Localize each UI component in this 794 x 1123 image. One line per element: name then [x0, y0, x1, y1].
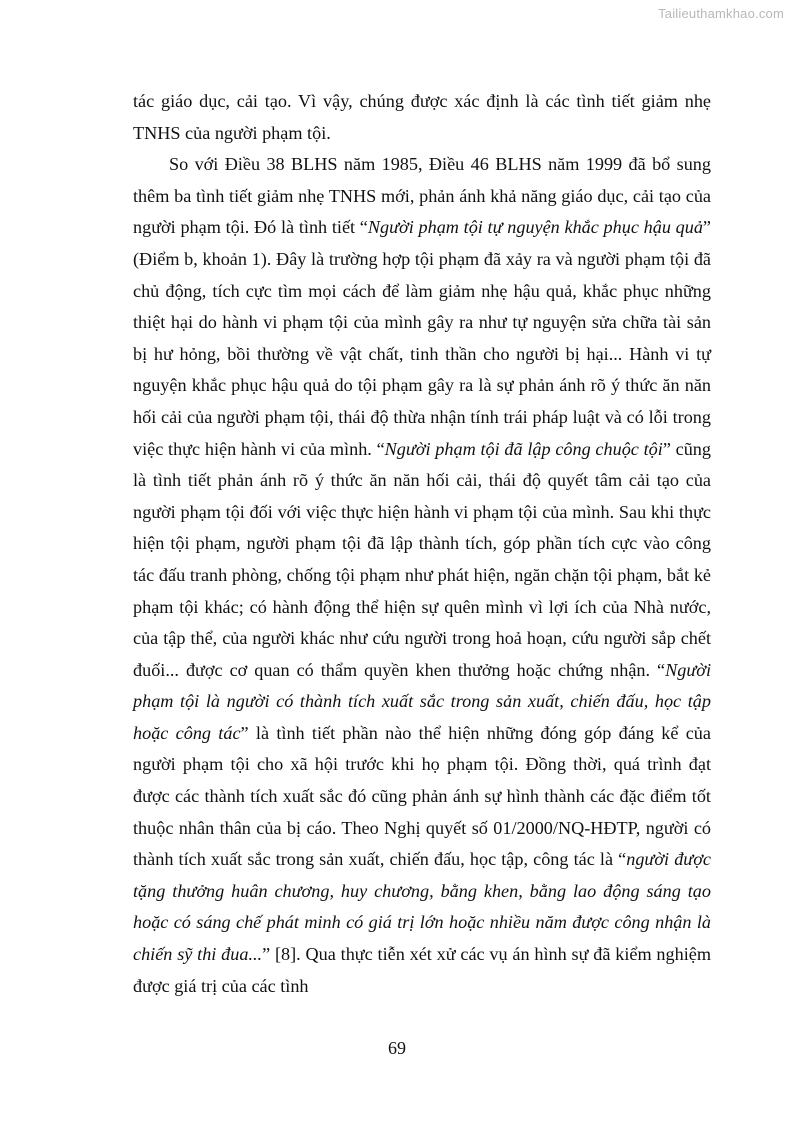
text-run: ” [8]. Qua thực tiễn xét xử các vụ án hình sự đã kiểm nghiệm được giá trị của các tình — [133, 944, 711, 996]
quote-italic-run: Người phạm tội đã lập công chuộc tội — [384, 438, 663, 459]
paragraph-main — [133, 149, 711, 1002]
text-run: ” (Điểm b, khoản 1). Đây là trường hợp tội phạm đã xảy ra và người phạm tội đã chủ động, tích cực tìm mọi cách để làm giảm nhẹ hậu quả, khắc phục những thiệt hại do hành vi phạm tội của mình gây ra như tự nguyện sửa chữa tài sản bị hư hỏng, bồi thường về vật chất, tinh thần cho người bị hại... Hành vi tự nguyện khắc phục hậu quả do tội phạm gây ra là sự phản ánh rõ ý thức ăn năn hối cải của người phạm tội, thái độ thừa nhận tính trái pháp luật và có lỗi trong việc thực hiện hành vi của mình. “ — [133, 217, 711, 459]
document-body — [133, 86, 711, 1002]
paragraph-continuation: tác giáo dục, cải tạo. Vì vậy, chúng được xác định là các tình tiết giảm nhẹ TNHS của người phạm tội. — [133, 91, 711, 143]
text-run: ” là tình tiết phần nào thể hiện những đóng góp đáng kể của người phạm tội cho xã hội trước khi họ phạm tội. Đồng thời, quá trình đạt được các thành tích xuất sắc đó cũng phản ánh sự hình thành các đặc điểm tốt thuộc nhân thân của bị cáo. Theo Nghị quyết số 01/2000/NQ-HĐTP, người có thành tích xuất sắc trong sản xuất, chiến đấu, học tập, công tác là “ — [133, 722, 711, 870]
text-run: ” cũng là tình tiết phản ánh rõ ý thức ăn năn hối cải, thái độ quyết tâm cải tạo của người phạm tội đối với việc thực hiện hành vi phạm tội của mình. Sau khi thực hiện tội phạm, người phạm tội đã lập thành tích, góp phần tích cực vào công tác đấu tranh phòng, chống tội phạm như phát hiện, ngăn chặn tội phạm, bắt kẻ phạm tội khác; có hành động thể hiện sự quên mình vì lợi ích của Nhà nước, của tập thể, của người khác như cứu người trong hoả hoạn, cứu người sắp chết đuối... được cơ quan có thẩm quyền khen thưởng hoặc chứng nhận. “ — [133, 438, 711, 680]
page-number: 69 — [388, 1038, 406, 1058]
text-run: So với Điều 38 BLHS năm 1985, Điều 46 BLHS năm 1999 đã bổ sung thêm ba tình tiết giảm nhẹ TNHS mới, phản ánh khả năng giáo dục, cải tạo của người phạm tội. Đó là tình tiết “ — [133, 154, 711, 238]
quote-italic-run: Người phạm tội tự nguyện khắc phục hậu quả — [367, 217, 703, 238]
quote-italic-run: người được tặng thưởng huân chương, huy chương, bằng khen, bằng lao động sáng tạo hoặc có sáng chế phát minh có giá trị lớn hoặc nhiều năm được công nhận là chiến sỹ thi đua... — [133, 849, 711, 965]
watermark-text: Tailieuthamkhao.com — [658, 6, 784, 21]
quote-italic-run: Người phạm tội là người có thành tích xuất sắc trong sản xuất, chiến đấu, học tập hoặc công tác — [133, 659, 711, 743]
